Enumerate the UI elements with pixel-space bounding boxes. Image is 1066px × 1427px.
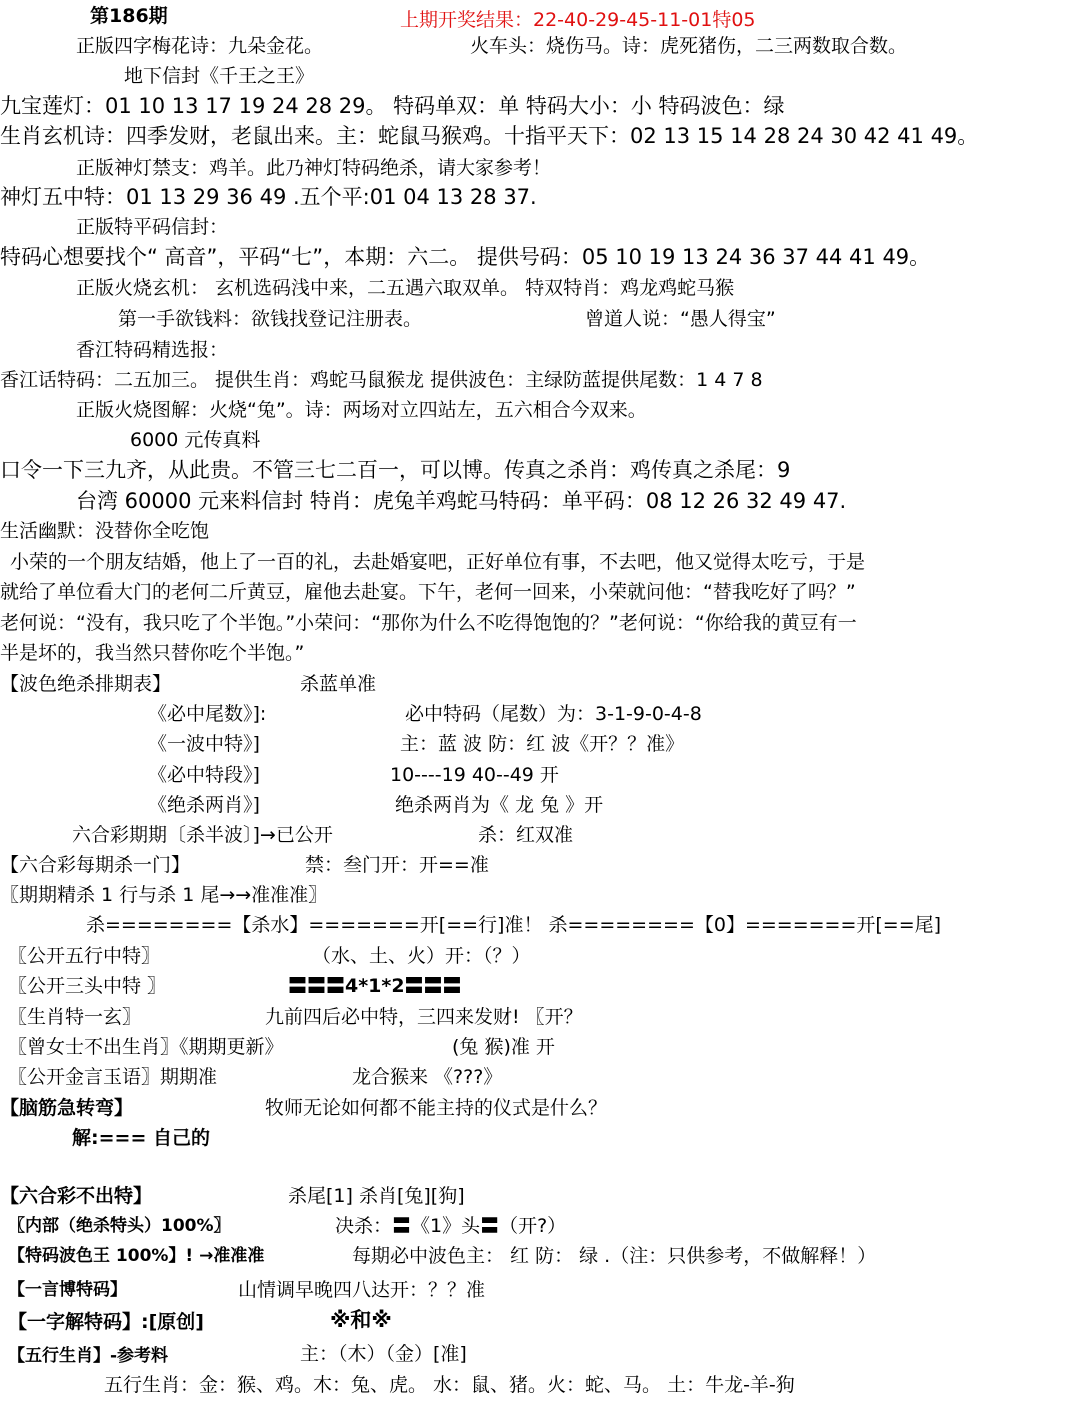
humor-text-2: 就给了单位看大门的老何二斤黄豆，雇他去赴宴。下午，老何一回来，小荣就问他：“替我吃好了吗？”	[0, 581, 856, 603]
riddle-question: 牧师无论如何都不能主持的仪式是什么？	[265, 1097, 608, 1119]
magic-lamp-five: 神灯五中特：01 13 29 36 49 .五个平:01 04 13 28 37.	[0, 185, 537, 209]
kill-one-door-value: 禁：叁门开：开==准	[305, 854, 489, 876]
no-special-label: 【六合彩不出特】	[0, 1185, 153, 1207]
wave-king-label: 【特码波色王 100%】! →准准准	[8, 1246, 265, 1266]
high-tone-line: 特码心想要找个“ 高音”，平码“七”，本期：六二。 提供号码：05 10 19 13 24 36 37 44 41 49。	[0, 245, 931, 269]
five-zodiac-list: 五行生肖：金：猴、鸡。木：兔、虎。 水：鼠、猪。火：蛇、马。 土：牛龙-羊-狗	[104, 1374, 795, 1396]
internal-kill-value: 决杀：〓《1》头〓（开?）	[335, 1215, 567, 1237]
five-elements-value: （水、土、火）开：（？）	[312, 945, 531, 967]
taiwan-envelope: 台湾 60000 元来料信封 特肖：虎兔羊鸡蛇马特码：单平码：08 12 26 32 49 47.	[76, 489, 847, 513]
first-hand-material: 第一手欲钱料：欲钱找登记注册表。	[118, 308, 423, 330]
half-wave-value: 杀：红双准	[478, 824, 574, 846]
sure-tail-label: 《必中尾数》]:	[148, 703, 267, 725]
riddle-answer: 解:=== 自己的	[72, 1127, 210, 1149]
riddle-label: 【脑筋急转弯】	[0, 1097, 134, 1119]
half-wave-label: 六合彩期期〔杀半波〕]→已公开	[72, 824, 333, 846]
one-word-bet-value: 山情调早晚四八达开：？？准	[238, 1279, 486, 1301]
kill-one-door-label: 【六合彩每期杀一门】	[0, 854, 191, 876]
underground-envelope: 地下信封《千王之王》	[124, 65, 315, 87]
one-char-label: 【一字解特码】:[原创]	[8, 1311, 204, 1333]
sure-segment-label: 《必中特段》]	[148, 764, 260, 786]
humor-text-3: 老何说：“没有，我只吃了个半饱。”小荣问：“那你为什么不吃得饱饱的？”老何说：“你给我的黄豆有一	[0, 612, 857, 634]
kill-two-label: 《绝杀两肖》]	[148, 794, 260, 816]
ms-zeng-value: (兔 猴)准 开	[452, 1036, 555, 1058]
five-zodiac-label: 【五行生肖】-参考料	[8, 1346, 169, 1366]
one-wave-value: 主：蓝 波 防：红 波《开？？准》	[400, 733, 685, 755]
ms-zeng-label: 〖曾女士不出生肖〗《期期更新》	[8, 1036, 284, 1058]
humor-text-1: 小荣的一个朋友结婚，他上了一百的礼，去赴婚宴吧，正好单位有事，不去吧，他又觉得太吃亏，于是	[10, 551, 866, 573]
golden-words-label: 〖公开金言玉语〗期期准	[8, 1066, 218, 1088]
last-draw-result: 上期开奖结果：22-40-29-45-11-01特05	[400, 9, 756, 31]
taoist-saying: 曾道人说：“愚人得宝”	[585, 308, 776, 330]
plum-poem: 正版四字梅花诗：九朵金花。	[76, 35, 324, 57]
five-zodiac-main: 主：（木）（金）[准]	[300, 1343, 467, 1365]
fire-diagram: 正版火烧图解：火烧“兔”。诗：两场对立四站左，五六相合今双来。	[76, 399, 647, 421]
three-heads-label: 〖公开三头中特 〗	[8, 975, 167, 997]
humor-text-4: 半是坏的，我当然只替你吃个半饱。”	[0, 642, 305, 664]
kill-water-line: 杀========【杀水】=======开[==行]准！ 杀========【0】=======开[==尾]	[86, 914, 942, 936]
sure-tail-value: 必中特码（尾数）为：3-1-9-0-4-8	[405, 703, 702, 725]
magic-lamp-ban: 正版神灯禁支：鸡羊。此乃神灯特码绝杀，请大家参考！	[76, 157, 552, 179]
password-line: 口令一下三九齐，从此贵。不管三七二百一，可以博。传真之杀肖：鸡传真之杀尾：9	[0, 458, 791, 482]
three-heads-value: 〓〓〓4*1*2〓〓〓	[288, 975, 462, 997]
sure-segment-value: 10----19 40--49 开	[390, 764, 559, 786]
zodiac-poem: 生肖玄机诗：四季发财，老鼠出来。主：蛇鼠马猴鸡。十指平天下：02 13 15 14 28 24 30 42 41 49。	[0, 124, 979, 148]
kill-two-value: 绝杀两肖为《 龙 兔 》开	[395, 794, 604, 816]
golden-words-value: 龙合猴来 《???》	[352, 1066, 503, 1088]
one-wave-label: 《一波中特》]	[148, 733, 260, 755]
special-envelope: 正版特平码信封：	[76, 216, 229, 238]
hk-special-report: 香江特码精选报：	[76, 339, 229, 361]
zodiac-mystery-label: 〖生肖特一玄〗	[8, 1006, 142, 1028]
no-special-value: 杀尾[1] 杀肖[兔][狗]	[288, 1185, 465, 1207]
one-char-value: ※和※	[330, 1308, 392, 1332]
five-elements-label: 〖公开五行中特〗	[8, 945, 161, 967]
fax-material: 6000 元传真料	[130, 429, 261, 451]
humor-title: 生活幽默：没替你全吃饱	[0, 520, 210, 542]
kill-row-tail-title: 〖期期精杀 1 行与杀 1 尾→→准准准〗	[0, 884, 328, 906]
wave-king-value: 每期必中波色主： 红 防： 绿 .（注：只供参考，不做解释！）	[352, 1245, 877, 1267]
hk-special-code: 香江话特码：二五加三。 提供生肖：鸡蛇马鼠猴龙 提供波色：主绿防蓝提供尾数：1 4 7 8	[0, 369, 763, 391]
wave-kill-table-title: 【波色绝杀排期表】	[0, 673, 172, 695]
nine-lotus-lamp: 九宝莲灯：01 10 13 17 19 24 28 29。 特码单双：单 特码大小：小 特码波色：绿	[0, 94, 785, 118]
kill-blue-odd: 杀蓝单准	[300, 673, 377, 695]
one-word-bet-label: 【一言博特码】	[8, 1280, 127, 1300]
internal-kill-label: 〖内部（绝杀特头）100%〗	[8, 1216, 231, 1236]
zodiac-mystery-value: 九前四后必中特，三四来发财! 〖开？	[265, 1006, 583, 1028]
fire-mystery: 正版火烧玄机： 玄机选码浅中来，二五遇六取双单。 特双特肖：鸡龙鸡蛇马猴	[76, 277, 735, 299]
train-head: 火车头：烧伤马。诗：虎死猪伤，二三两数取合数。	[470, 35, 908, 57]
issue-number: 第186期	[90, 5, 168, 27]
